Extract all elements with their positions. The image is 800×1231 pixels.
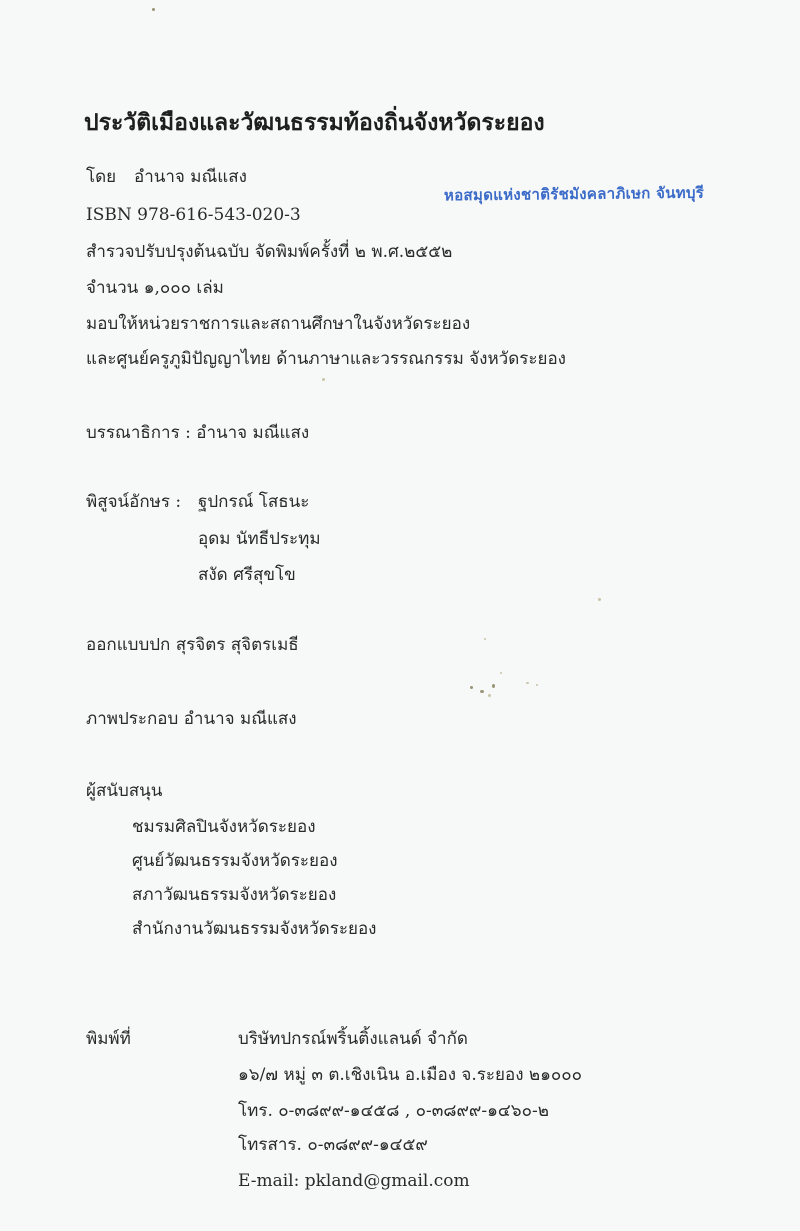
paper-speck: [488, 694, 491, 697]
printer-fax: โทรสาร. ๐-๓๘๙๙-๑๔๕๙: [238, 1135, 428, 1155]
cover-design: ออกแบบปก สุรจิตร สุจิตรเมธี: [86, 635, 299, 655]
book-title: ประวัติเมืองและวัฒนธรรมท้องถิ่นจังหวัดระยอง: [84, 109, 545, 136]
print-copies: จำนวน ๑,๐๐๐ เล่ม: [86, 278, 224, 298]
proofreader-name: สงัด ศรีสุขโข: [198, 565, 296, 585]
paper-speck: [500, 672, 502, 674]
supporter-item: ศูนย์วัฒนธรรมจังหวัดระยอง: [132, 851, 338, 871]
isbn: ISBN 978-616-543-020-3: [86, 205, 301, 225]
proofreader-name: อุดม นัทธีประทุม: [198, 529, 321, 549]
paper-speck: [526, 682, 529, 684]
printer-name: บริษัทปกรณ์พริ้นติ้งแลนด์ จำกัด: [238, 1029, 468, 1049]
editor: บรรณาธิการ : อำนาจ มณีแสง: [86, 423, 310, 443]
printer-email: E-mail: pkland@gmail.com: [238, 1171, 470, 1191]
paper-speck: [598, 598, 601, 601]
paper-speck: [536, 684, 538, 686]
proofreaders-label: พิสูจน์อักษร :: [86, 492, 182, 512]
distribution-line-1: มอบให้หน่วยราชการและสถานศึกษาในจังหวัดระยอง: [86, 314, 471, 334]
printer-phone: โทร. ๐-๓๘๙๙-๑๔๕๘ , ๐-๓๘๙๙-๑๔๖๐-๒: [238, 1101, 549, 1121]
proofreader-name: ฐปกรณ์ โสธนะ: [198, 492, 310, 512]
paper-speck: [492, 684, 495, 688]
illustration: ภาพประกอบ อำนาจ มณีแสง: [86, 709, 297, 729]
paper-speck: [484, 638, 486, 640]
edition-info: สำรวจปรับปรุงต้นฉบับ จัดพิมพ์ครั้งที่ ๒ พ.ศ.๒๕๕๒: [86, 242, 453, 262]
paper-speck: [322, 378, 325, 381]
supporter-item: สำนักงานวัฒนธรรมจังหวัดระยอง: [132, 919, 377, 939]
author-name: อำนาจ มณีแสง: [134, 167, 247, 187]
paper-speck: [470, 686, 473, 689]
paper-speck: [152, 8, 155, 11]
distribution-line-2: และศูนย์ครูภูมิปัญญาไทย ด้านภาษาและวรรณกรรม จังหวัดระยอง: [86, 349, 566, 369]
supporter-item: ชมรมศิลปินจังหวัดระยอง: [132, 817, 316, 837]
paper-speck: [480, 690, 484, 693]
printer-address: ๑๖/๗ หมู่ ๓ ต.เชิงเนิน อ.เมือง จ.ระยอง ๒๑๐๐๐: [238, 1065, 583, 1085]
supporter-item: สภาวัฒนธรรมจังหวัดระยอง: [132, 885, 337, 905]
library-stamp: หอสมุดแห่งชาติรัชมังคลาภิเษก จันทบุรี: [443, 183, 705, 205]
supporters-label: ผู้สนับสนุน: [86, 781, 163, 801]
author-label: โดย: [86, 167, 117, 187]
printer-label: พิมพ์ที่: [86, 1029, 131, 1049]
